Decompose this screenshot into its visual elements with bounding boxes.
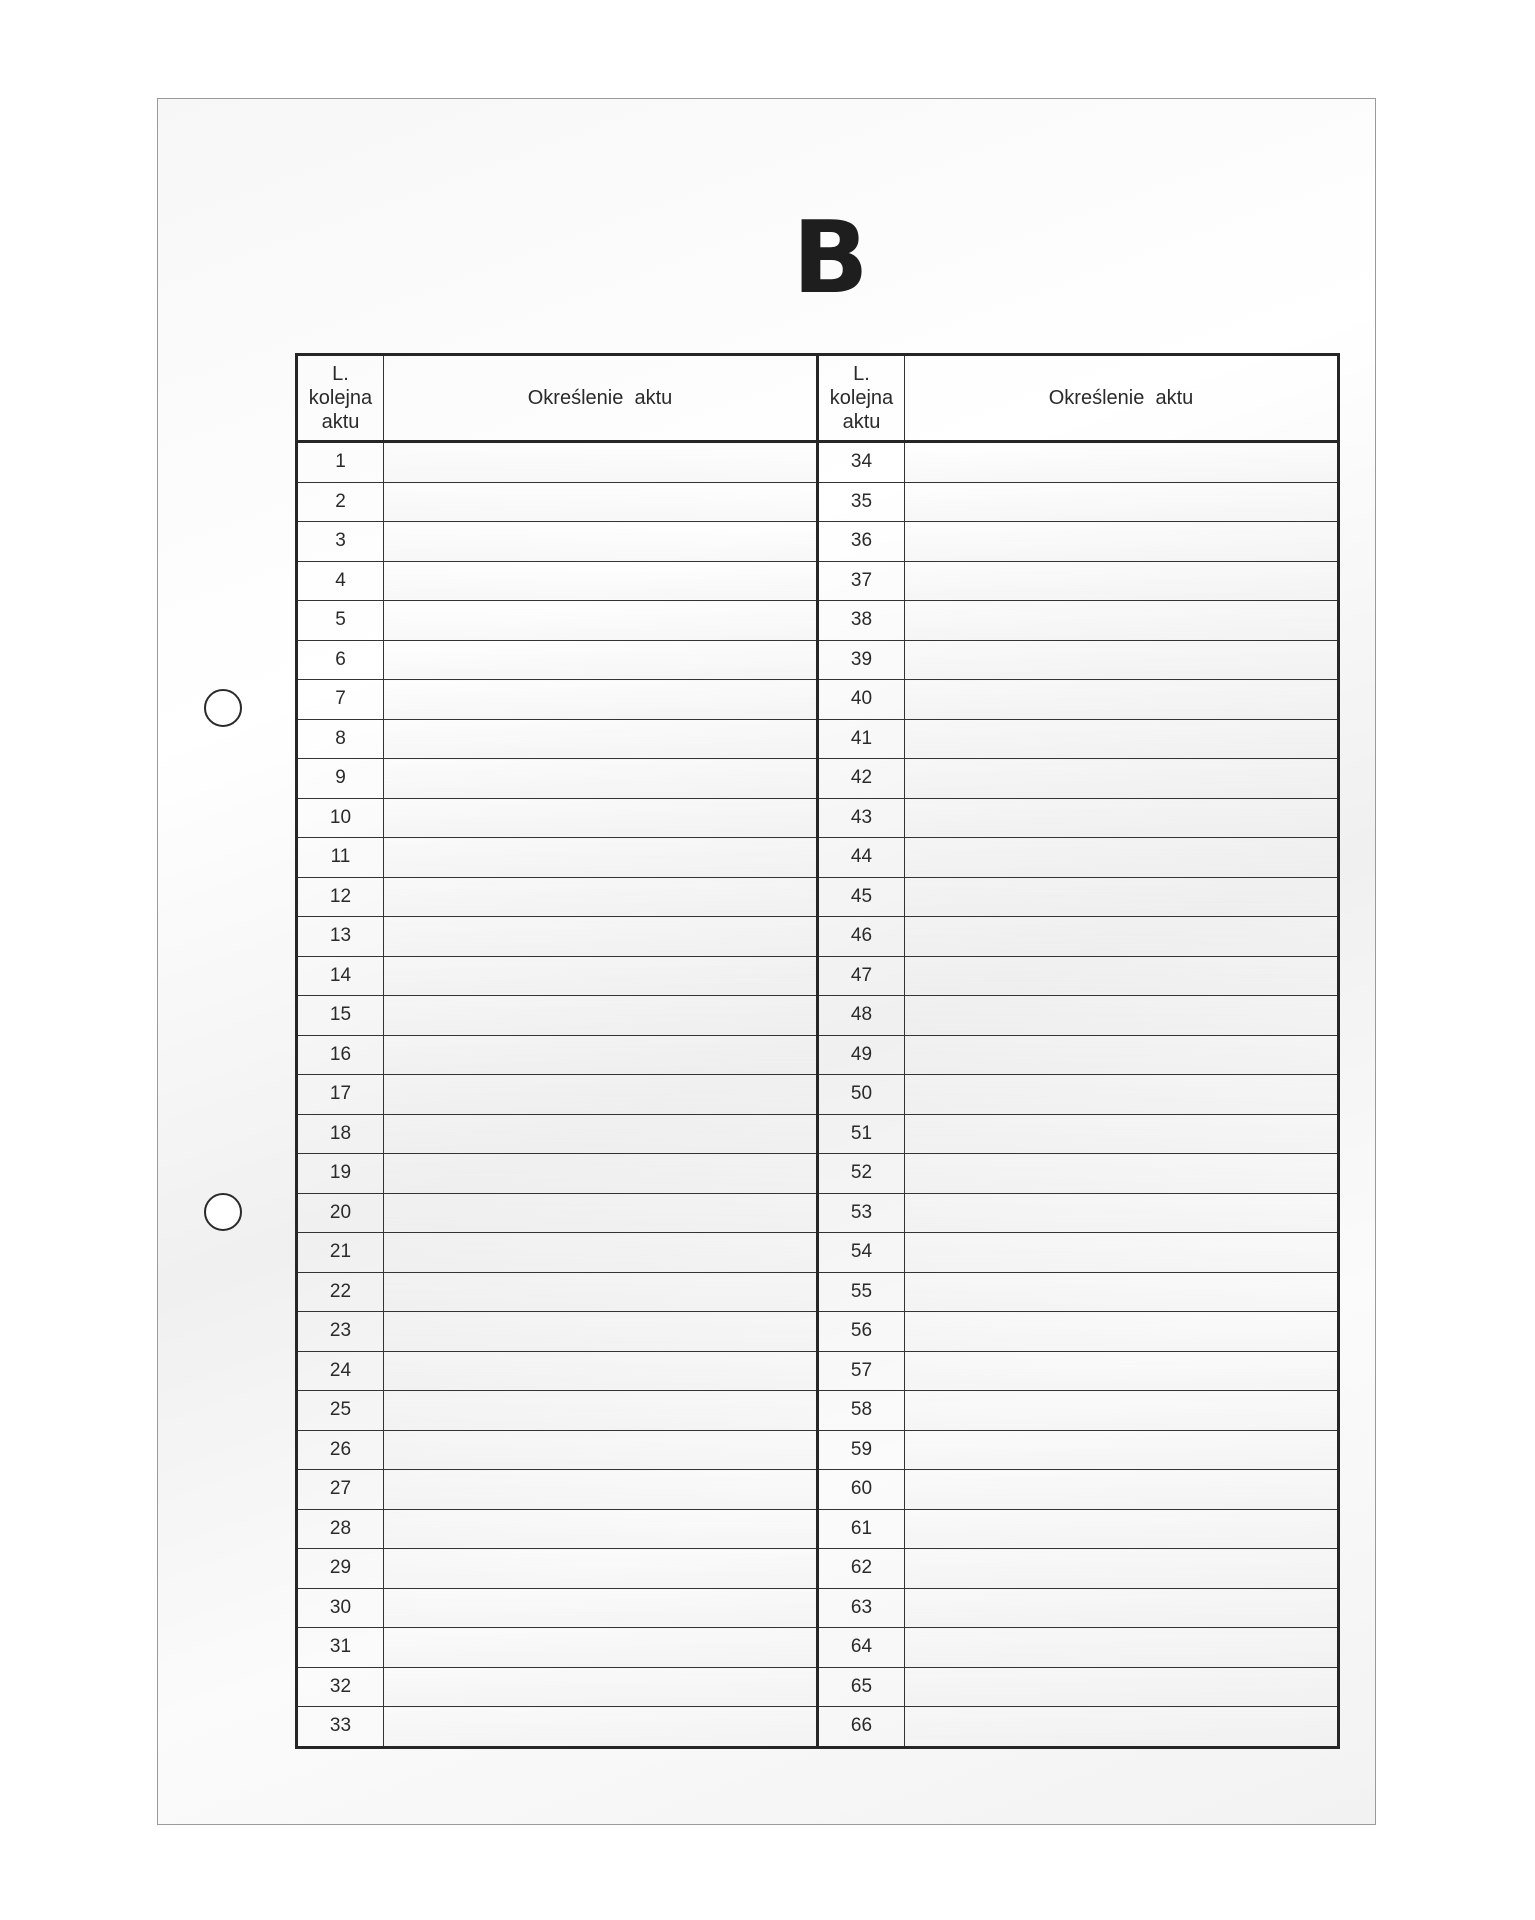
act-number-cell: 62 xyxy=(818,1549,905,1589)
act-number-cell: 2 xyxy=(297,482,384,522)
header-act-description-left xyxy=(384,355,818,442)
act-number-cell: 12 xyxy=(297,877,384,917)
table-row xyxy=(297,1114,1339,1154)
act-description-cell[interactable] xyxy=(384,1233,818,1273)
act-description-cell[interactable] xyxy=(384,1470,818,1510)
table-row xyxy=(297,1154,1339,1194)
act-description-cell[interactable] xyxy=(384,759,818,799)
act-description-cell[interactable] xyxy=(905,1312,1339,1352)
act-number-cell: 52 xyxy=(818,1154,905,1194)
act-number-cell: 28 xyxy=(297,1509,384,1549)
table-row xyxy=(297,1588,1339,1628)
act-description-cell[interactable] xyxy=(905,1272,1339,1312)
header-label-line: aktu xyxy=(321,411,360,433)
act-number-cell: 42 xyxy=(818,759,905,799)
act-description-cell[interactable] xyxy=(905,1549,1339,1589)
act-number-cell: 14 xyxy=(297,956,384,996)
act-number-cell: 63 xyxy=(818,1588,905,1628)
table-row xyxy=(297,1707,1339,1748)
table-row xyxy=(297,798,1339,838)
act-description-cell[interactable] xyxy=(384,482,818,522)
act-number-cell: 37 xyxy=(818,561,905,601)
table-row xyxy=(297,680,1339,720)
punch-hole-icon xyxy=(204,1193,242,1231)
act-description-cell[interactable] xyxy=(384,1075,818,1115)
act-description-cell[interactable] xyxy=(384,1272,818,1312)
act-number-cell: 35 xyxy=(818,482,905,522)
act-number-cell: 15 xyxy=(297,996,384,1036)
act-description-cell[interactable] xyxy=(384,1351,818,1391)
act-description-cell[interactable] xyxy=(905,1588,1339,1628)
act-number-cell: 4 xyxy=(297,561,384,601)
act-number-cell: 22 xyxy=(297,1272,384,1312)
act-number-cell: 58 xyxy=(818,1391,905,1431)
table-row xyxy=(297,1351,1339,1391)
header-label-line: kolejna xyxy=(308,387,373,409)
act-number-cell: 55 xyxy=(818,1272,905,1312)
table-header-row xyxy=(297,355,1339,442)
act-description-cell[interactable] xyxy=(905,798,1339,838)
act-number-cell: 24 xyxy=(297,1351,384,1391)
act-description-cell[interactable] xyxy=(384,877,818,917)
table-row xyxy=(297,1193,1339,1233)
act-description-cell[interactable] xyxy=(905,522,1339,562)
act-number-cell: 25 xyxy=(297,1391,384,1431)
act-number-cell: 36 xyxy=(818,522,905,562)
act-description-cell[interactable] xyxy=(905,877,1339,917)
act-number-cell: 49 xyxy=(818,1035,905,1075)
act-description-cell[interactable] xyxy=(905,1233,1339,1273)
act-description-cell[interactable] xyxy=(384,1193,818,1233)
act-description-cell[interactable] xyxy=(905,1509,1339,1549)
act-number-cell: 32 xyxy=(297,1667,384,1707)
table-row xyxy=(297,996,1339,1036)
header-label-line: kolejna xyxy=(829,387,894,409)
act-description-cell[interactable] xyxy=(384,1509,818,1549)
act-number-cell: 20 xyxy=(297,1193,384,1233)
table-row xyxy=(297,1312,1339,1352)
act-description-cell[interactable] xyxy=(905,1075,1339,1115)
act-description-cell[interactable] xyxy=(905,1154,1339,1194)
act-number-cell: 57 xyxy=(818,1351,905,1391)
header-label-line: L. xyxy=(332,363,349,385)
table-row xyxy=(297,1667,1339,1707)
table-row xyxy=(297,1035,1339,1075)
header-label-line: L. xyxy=(853,363,870,385)
act-description-cell[interactable] xyxy=(905,759,1339,799)
act-description-cell[interactable] xyxy=(384,1430,818,1470)
act-description-cell[interactable] xyxy=(384,956,818,996)
table-row xyxy=(297,1272,1339,1312)
table-row xyxy=(297,1549,1339,1589)
act-description-cell[interactable] xyxy=(905,996,1339,1036)
act-register-table xyxy=(295,353,1340,1749)
act-description-cell[interactable] xyxy=(905,1707,1339,1748)
table-row xyxy=(297,640,1339,680)
act-number-cell: 38 xyxy=(818,601,905,641)
act-number-cell: 16 xyxy=(297,1035,384,1075)
act-number-cell: 34 xyxy=(818,442,905,483)
act-description-cell[interactable] xyxy=(905,640,1339,680)
header-act-description-right xyxy=(905,355,1339,442)
act-number-cell: 51 xyxy=(818,1114,905,1154)
table-row xyxy=(297,522,1339,562)
act-number-cell: 10 xyxy=(297,798,384,838)
act-number-cell: 43 xyxy=(818,798,905,838)
act-description-cell[interactable] xyxy=(905,482,1339,522)
act-number-cell: 54 xyxy=(818,1233,905,1273)
act-number-cell: 3 xyxy=(297,522,384,562)
act-description-cell[interactable] xyxy=(905,1667,1339,1707)
act-number-cell: 61 xyxy=(818,1509,905,1549)
act-number-cell: 46 xyxy=(818,917,905,957)
act-description-cell[interactable] xyxy=(905,601,1339,641)
table-row xyxy=(297,719,1339,759)
act-description-cell[interactable] xyxy=(905,917,1339,957)
act-number-cell: 13 xyxy=(297,917,384,957)
act-number-cell: 65 xyxy=(818,1667,905,1707)
act-description-cell[interactable] xyxy=(384,601,818,641)
act-description-cell[interactable] xyxy=(905,1035,1339,1075)
act-description-cell[interactable] xyxy=(384,1588,818,1628)
act-number-cell: 21 xyxy=(297,1233,384,1273)
act-number-cell: 44 xyxy=(818,838,905,878)
table-row xyxy=(297,1075,1339,1115)
form-sheet xyxy=(157,98,1376,1825)
act-number-cell: 53 xyxy=(818,1193,905,1233)
act-number-cell: 59 xyxy=(818,1430,905,1470)
act-description-cell[interactable] xyxy=(384,1312,818,1352)
act-description-cell[interactable] xyxy=(384,561,818,601)
act-number-cell: 7 xyxy=(297,680,384,720)
act-description-cell[interactable] xyxy=(384,719,818,759)
act-number-cell: 1 xyxy=(297,442,384,483)
act-description-cell[interactable] xyxy=(905,1470,1339,1510)
act-number-cell: 11 xyxy=(297,838,384,878)
act-description-cell[interactable] xyxy=(905,838,1339,878)
act-number-cell: 5 xyxy=(297,601,384,641)
act-description-cell[interactable] xyxy=(384,1391,818,1431)
act-description-cell[interactable] xyxy=(905,719,1339,759)
act-description-cell[interactable] xyxy=(384,838,818,878)
table-row xyxy=(297,1628,1339,1668)
header-label: Określenie aktu xyxy=(1048,387,1194,409)
act-description-cell[interactable] xyxy=(384,1549,818,1589)
table-row xyxy=(297,1391,1339,1431)
table-row xyxy=(297,838,1339,878)
act-description-cell[interactable] xyxy=(384,1667,818,1707)
act-number-cell: 50 xyxy=(818,1075,905,1115)
table-row xyxy=(297,877,1339,917)
act-number-cell: 19 xyxy=(297,1154,384,1194)
act-number-cell: 9 xyxy=(297,759,384,799)
act-number-cell: 47 xyxy=(818,956,905,996)
act-number-cell: 26 xyxy=(297,1430,384,1470)
act-number-cell: 45 xyxy=(818,877,905,917)
act-description-cell[interactable] xyxy=(905,561,1339,601)
act-number-cell: 27 xyxy=(297,1470,384,1510)
act-description-cell[interactable] xyxy=(384,640,818,680)
act-description-cell[interactable] xyxy=(384,1035,818,1075)
act-number-cell: 60 xyxy=(818,1470,905,1510)
header-act-number-right xyxy=(818,355,905,442)
table-row xyxy=(297,1509,1339,1549)
act-description-cell[interactable] xyxy=(905,1391,1339,1431)
act-number-cell: 33 xyxy=(297,1707,384,1748)
act-number-cell: 23 xyxy=(297,1312,384,1352)
act-description-cell[interactable] xyxy=(384,798,818,838)
table-row xyxy=(297,1233,1339,1273)
act-description-cell[interactable] xyxy=(384,1707,818,1748)
act-number-cell: 17 xyxy=(297,1075,384,1115)
act-description-cell[interactable] xyxy=(905,680,1339,720)
act-number-cell: 48 xyxy=(818,996,905,1036)
act-description-cell[interactable] xyxy=(905,1430,1339,1470)
act-description-cell[interactable] xyxy=(384,1114,818,1154)
act-description-cell[interactable] xyxy=(384,680,818,720)
act-number-cell: 18 xyxy=(297,1114,384,1154)
act-number-cell: 8 xyxy=(297,719,384,759)
act-description-cell[interactable] xyxy=(905,442,1339,483)
act-number-cell: 30 xyxy=(297,1588,384,1628)
table-row xyxy=(297,601,1339,641)
act-number-cell: 6 xyxy=(297,640,384,680)
act-number-cell: 29 xyxy=(297,1549,384,1589)
act-number-cell: 41 xyxy=(818,719,905,759)
act-number-cell: 39 xyxy=(818,640,905,680)
table-row xyxy=(297,956,1339,996)
table-body xyxy=(297,442,1339,1748)
act-description-cell[interactable] xyxy=(384,1154,818,1194)
act-description-cell[interactable] xyxy=(384,442,818,483)
table-row xyxy=(297,1430,1339,1470)
header-act-number-left xyxy=(297,355,384,442)
header-label: Określenie aktu xyxy=(527,387,673,409)
act-number-cell: 40 xyxy=(818,680,905,720)
punch-hole-icon xyxy=(204,689,242,727)
act-number-cell: 66 xyxy=(818,1707,905,1748)
act-number-cell: 31 xyxy=(297,1628,384,1668)
act-number-cell: 64 xyxy=(818,1628,905,1668)
table-row xyxy=(297,482,1339,522)
act-description-cell[interactable] xyxy=(384,1628,818,1668)
act-number-cell: 56 xyxy=(818,1312,905,1352)
header-label-line: aktu xyxy=(842,411,881,433)
table-row xyxy=(297,561,1339,601)
table-row xyxy=(297,759,1339,799)
act-description-cell[interactable] xyxy=(384,917,818,957)
act-description-cell[interactable] xyxy=(905,1628,1339,1668)
section-letter: B xyxy=(792,199,869,316)
table-row xyxy=(297,1470,1339,1510)
act-description-cell[interactable] xyxy=(384,522,818,562)
act-description-cell[interactable] xyxy=(905,1114,1339,1154)
act-description-cell[interactable] xyxy=(905,1193,1339,1233)
act-description-cell[interactable] xyxy=(905,956,1339,996)
act-description-cell[interactable] xyxy=(905,1351,1339,1391)
act-description-cell[interactable] xyxy=(384,996,818,1036)
table-row xyxy=(297,917,1339,957)
table-row xyxy=(297,442,1339,483)
